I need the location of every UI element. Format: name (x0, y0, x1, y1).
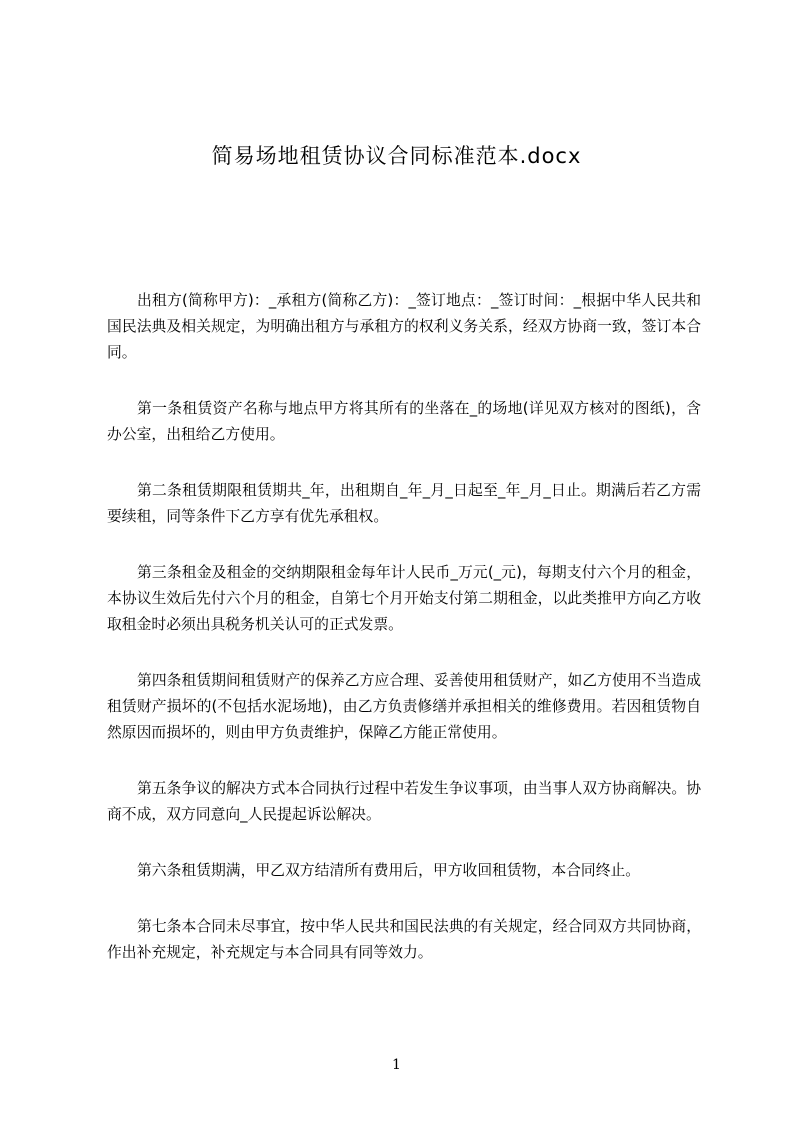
paragraph-article-4: 第四条租赁期间租赁财产的保养乙方应合理、妥善使用租赁财产，如乙方使用不当造成租赁财产损坏的(不包括水泥场地)，由乙方负责修缮并承担相关的维修费用。若因租赁物自然原因而损坏的，则由甲方负责维护，保障乙方能正常使用。 (107, 672, 701, 741)
paragraph-article-2: 第二条租赁期限租赁期共_年，出租期自_年_月_日起至_年_月_日止。期满后若乙方需要续租，同等条件下乙方享有优先承租权。 (107, 482, 701, 525)
paragraph-article-7: 第七条本合同未尽事宜，按中华人民共和国民法典的有关规定，经合同双方共同协商，作出补充规定，补充规定与本合同具有同等效力。 (107, 918, 701, 961)
document-body (107, 288, 701, 996)
paragraph-article-1: 第一条租赁资产名称与地点甲方将其所有的坐落在_的场地(详见双方核对的图纸)，含办公室，出租给乙方使用。 (107, 400, 701, 443)
document-title: 简易场地租赁协议合同标准范本.docx (211, 144, 582, 168)
paragraph-article-5: 第五条争议的解决方式本合同执行过程中若发生争议事项，由当事人双方协商解决。协商不成，双方同意向_人民提起诉讼解决。 (107, 780, 701, 823)
page-number: 1 (392, 1057, 401, 1073)
paragraph-article-6: 第六条租赁期满，甲乙双方结清所有费用后，甲方收回租赁物，本合同终止。 (137, 862, 641, 879)
paragraph-article-3: 第三条租金及租金的交纳期限租金每年计人民币_万元(_元)，每期支付六个月的租金，本协议生效后先付六个月的租金，自第七个月开始支付第二期租金，以此类推甲方向乙方收取租金时必须出具税务机关认可的正式发票。 (107, 564, 701, 633)
paragraph-parties: 出租方(简称甲方)：_承租方(简称乙方)：_签订地点：_签订时间：_根据中华人民共和国民法典及相关规定，为明确出租方与承租方的权利义务关系，经双方协商一致，签订本合同。 (107, 292, 701, 361)
